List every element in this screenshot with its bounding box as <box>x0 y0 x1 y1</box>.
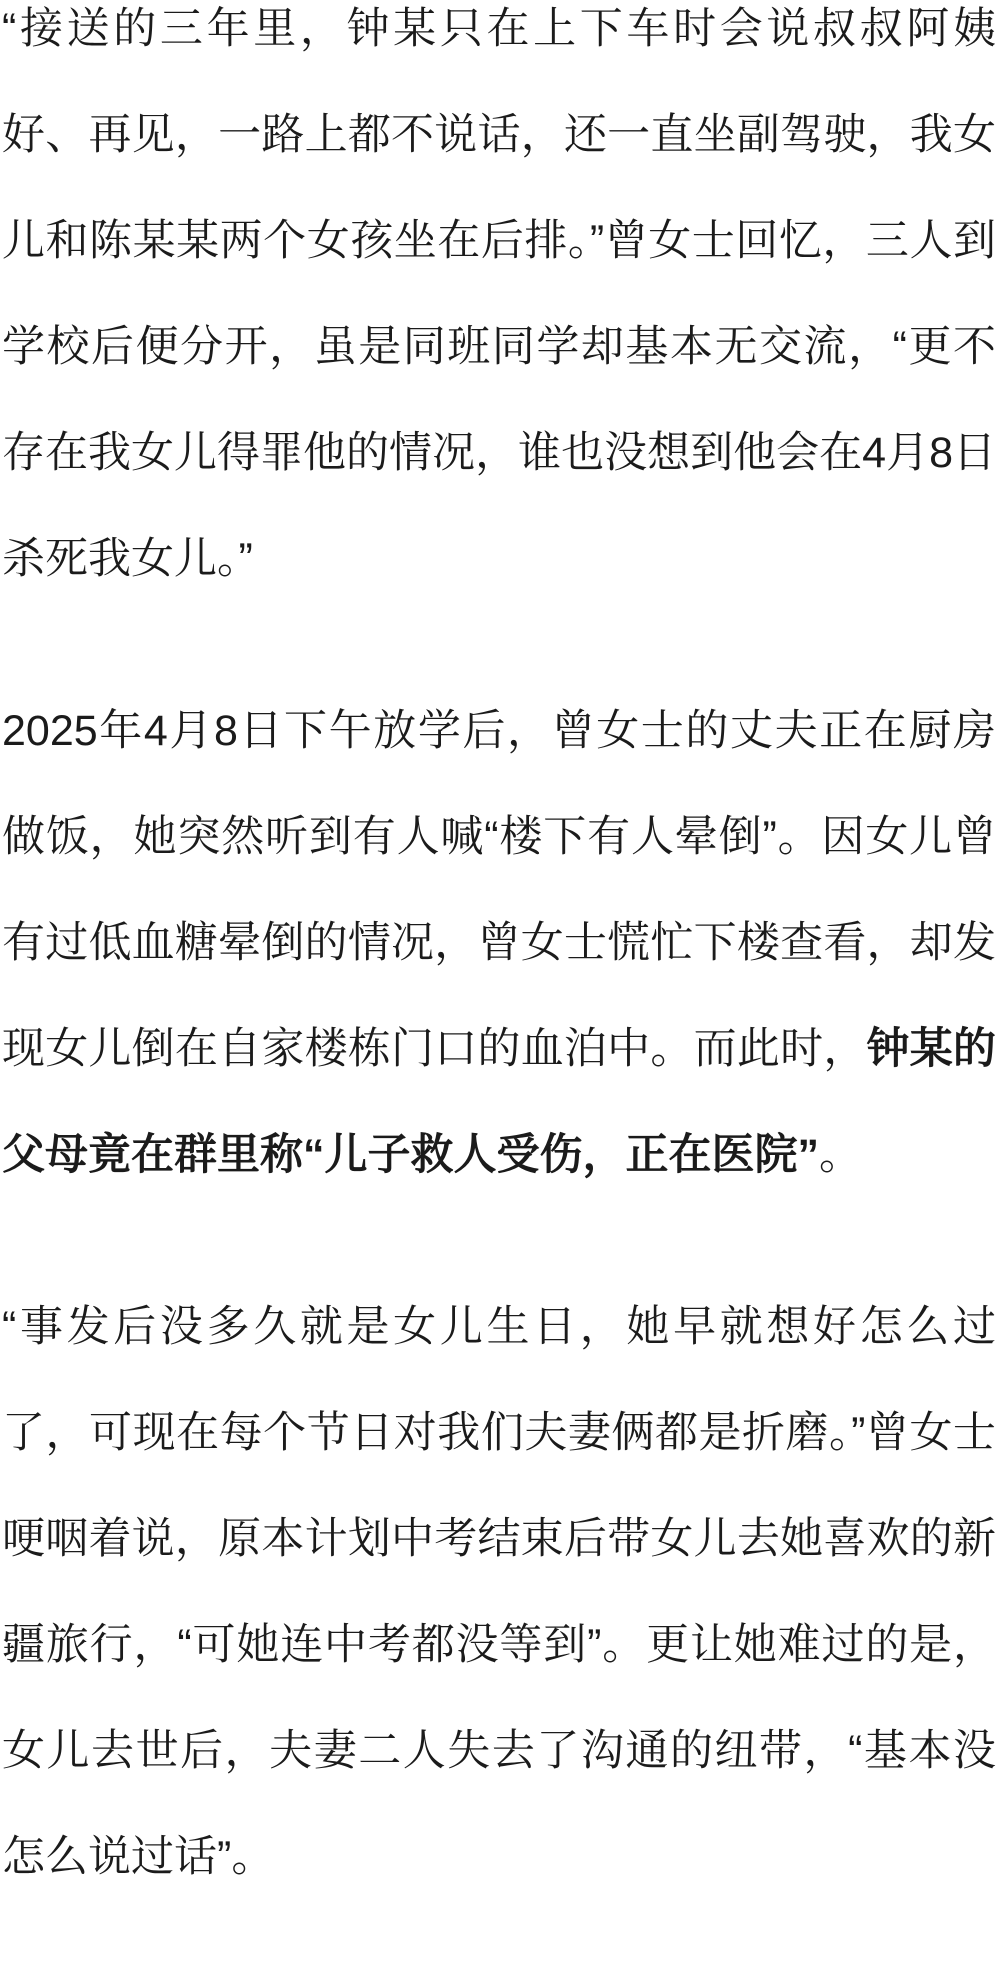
text-segment: 。 <box>819 1131 862 1179</box>
paragraph <box>2 678 996 1208</box>
text-segment: 2025年4月8日下午放学后，曾女士的丈夫正在厨房做饭，她突然听到有人喊“楼下有人晕倒”。因女儿曾有过低血糖晕倒的情况，曾女士慌忙下楼查看，却发现女儿倒在自家楼栋门口的血泊中。而此时， <box>2 707 996 1073</box>
emphasized-text-segment: 钟某的父母竟在群里称“儿子救人受伤，正在医院” <box>2 1025 997 1179</box>
text-segment: “接送的三年里，钟某只在上下车时会说叔叔阿姨好、再见，一路上都不说话，还一直坐副驾驶，我女儿和陈某某两个女孩坐在后排。”曾女士回忆，三人到学校后便分开，虽是同班同学却基本无交流，“更不存在我女儿得罪他的情况，谁也没想到他会在4月8日杀死我女儿。” <box>2 5 996 583</box>
text-segment: “事发后没多久就是女儿生日，她早就想好怎么过了，可现在每个节日对我们夫妻俩都是折磨。”曾女士哽咽着说，原本计划中考结束后带女儿去她喜欢的新疆旅行，“可她连中考都没等到”。更让她难过的是，女儿去世后，夫妻二人失去了沟通的纽带，“基本没怎么说过话”。 <box>2 1303 996 1881</box>
paragraph <box>2 0 996 612</box>
paragraph <box>2 1274 996 1910</box>
